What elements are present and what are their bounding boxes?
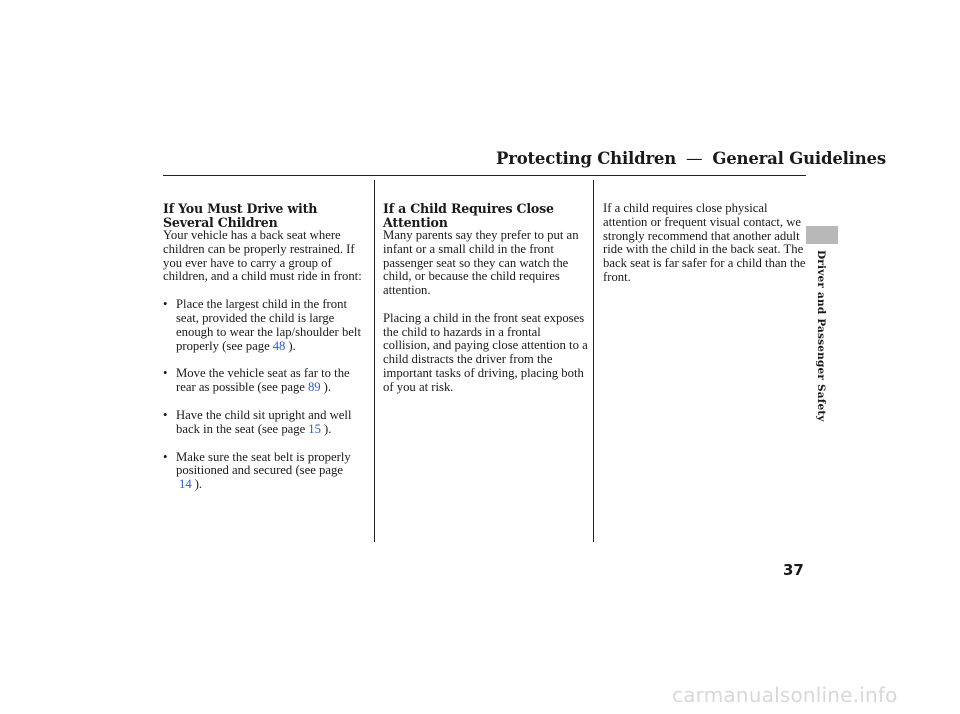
column-close-attention (383, 202, 588, 395)
header-section-title: Protecting Children (496, 149, 677, 168)
page-link[interactable]: 48 (272, 338, 286, 353)
bullet-icon: • (163, 449, 168, 464)
list-item (163, 298, 368, 353)
page-number: 37 (783, 561, 804, 579)
list-item (163, 409, 368, 437)
page-link[interactable]: 14 (179, 477, 192, 492)
section-tab (806, 226, 838, 244)
section-heading: If You Must Drive with Several Children (163, 201, 318, 230)
page-header (496, 149, 886, 168)
paragraph: Placing a child in the front seat exposes the child to hazards in a frontal collision, and paying close attention to a child distracts the driver from the important tasks of driving, placing both of you at risk. (383, 310, 588, 394)
list-item-text: Have the child sit upright and well back in the seat (see page (176, 407, 352, 436)
page-link[interactable]: 89 (307, 380, 321, 395)
bullet-icon: • (163, 407, 168, 422)
page-link[interactable]: 15 (308, 421, 321, 436)
paragraph: If a child requires close physical attention or frequent visual contact, we strongly recommend that another adult ride with the child in the back seat. The back seat is far safer for a child than the front. (603, 201, 806, 284)
column-recommendation (603, 202, 808, 285)
column-divider (374, 180, 375, 542)
paragraph: Many parents say they prefer to put an infant or a small child in the front passenger seat so they can watch the child, or because the child requires attention. (383, 228, 579, 298)
header-subsection-title: General Guidelines (712, 149, 886, 168)
list-item (163, 367, 368, 395)
list-item-close: ). (288, 338, 296, 353)
column-divider (593, 180, 594, 542)
watermark: carmanualsonline.info (672, 683, 898, 707)
header-rule (163, 175, 806, 176)
intro-paragraph: Your vehicle has a back seat where children can be properly restrained. If you ever have to carry a group of children, and a child must ride in front: (163, 228, 362, 284)
list-item-close: ). (323, 380, 332, 395)
column-several-children (163, 202, 368, 506)
list-item (163, 451, 368, 492)
list-item-text: Move the vehicle seat as far to the rear as possible (see page (176, 366, 350, 395)
list-item-text: Make sure the seat belt is properly positioned and secured (see page (176, 449, 351, 478)
list-item-close: ). (323, 421, 332, 436)
side-section-label: Driver and Passenger Safety (815, 250, 827, 422)
list-item-close: ). (194, 477, 203, 492)
bullet-list (163, 298, 368, 492)
bullet-icon: • (163, 366, 168, 381)
bullet-icon: • (163, 297, 168, 312)
header-separator: — (686, 149, 703, 168)
list-item-text: Place the largest child in the front seat, provided the child is large enough to wear the lap/shoulder belt properly (see page (176, 297, 361, 353)
section-heading: If a Child Requires Close Attention (383, 201, 554, 230)
